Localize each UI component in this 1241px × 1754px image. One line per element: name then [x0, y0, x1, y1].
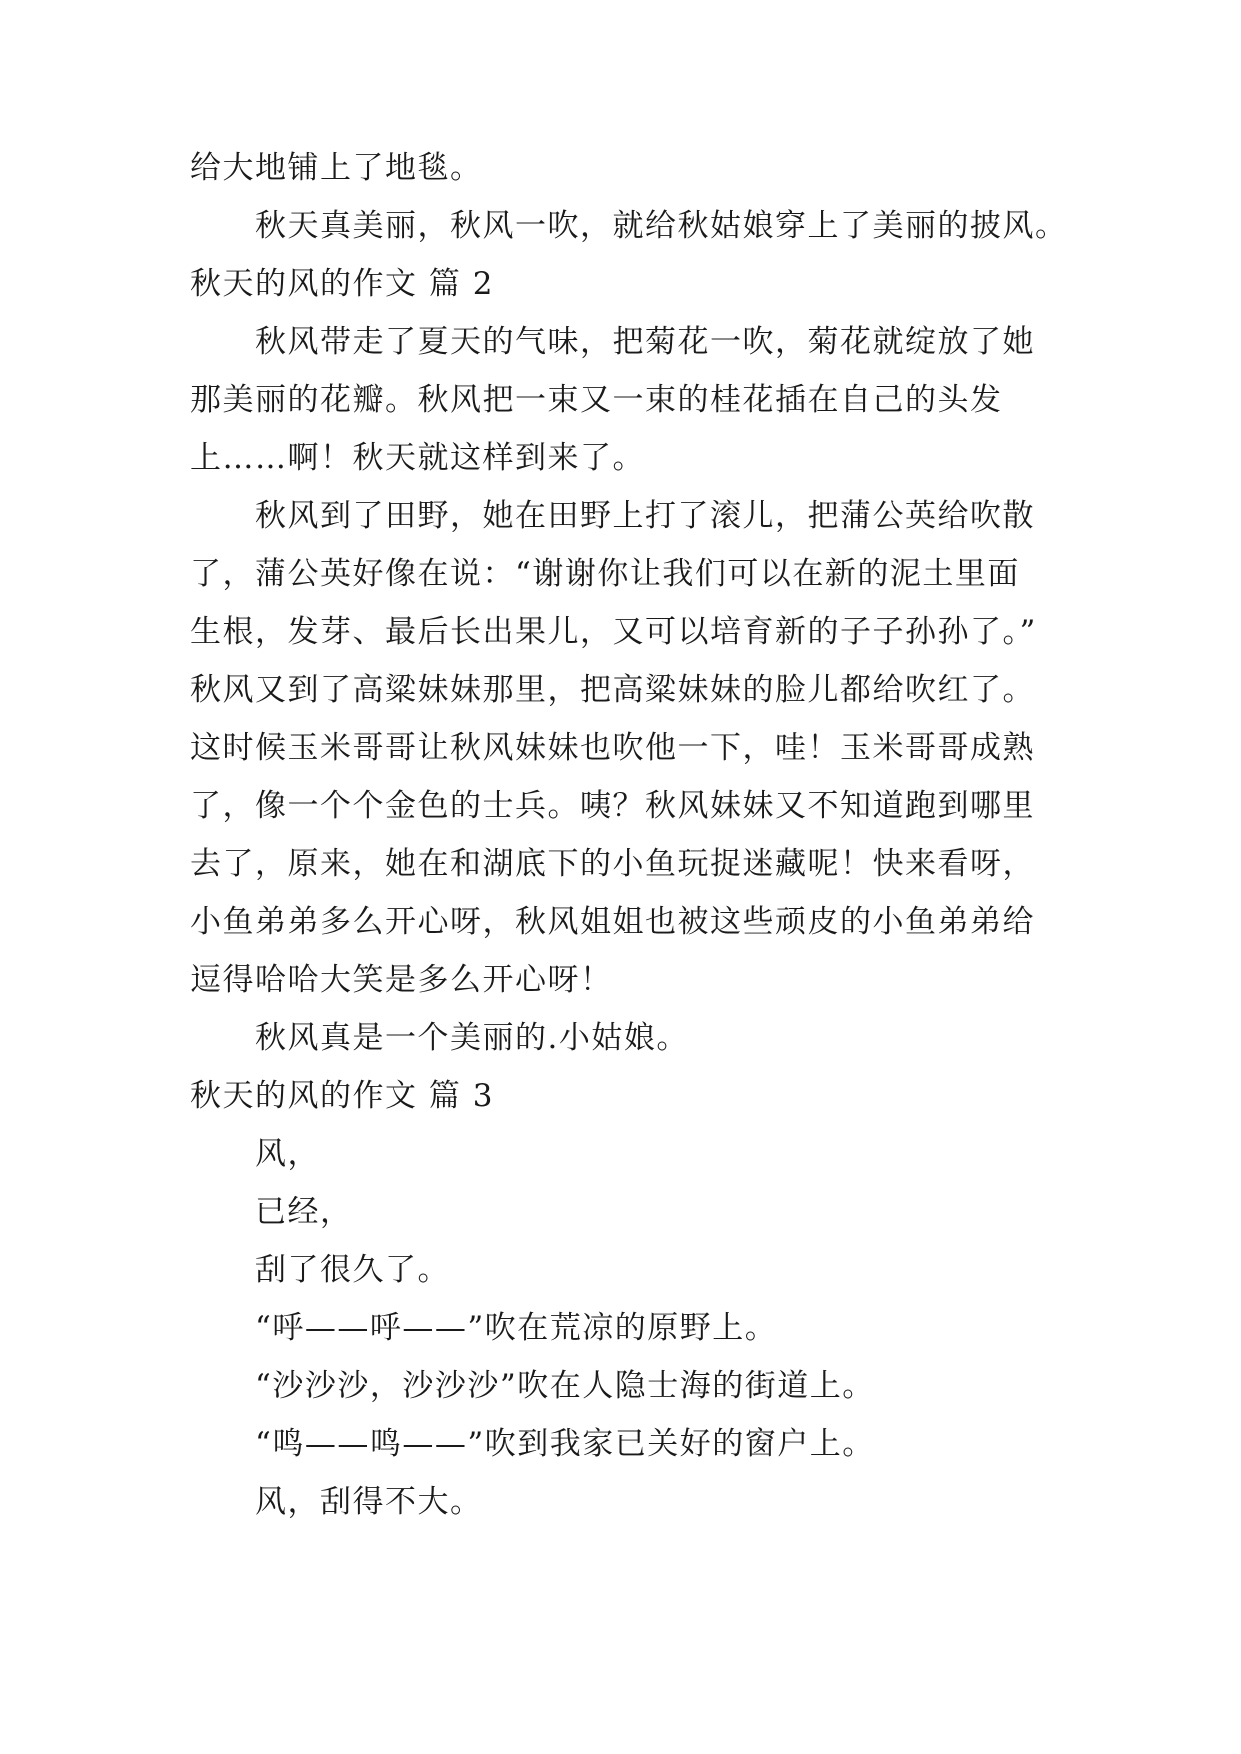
poem-line: “鸣——鸣——”吹到我家已关好的窗户上。 [255, 1426, 875, 1462]
section-heading: 秋天的风的作文 篇 3 [190, 1078, 494, 1114]
text-line: 给大地铺上了地毯。 [190, 150, 483, 186]
text-line: 逗得哈哈大笑是多么开心呀！ [190, 962, 613, 998]
poem-line: “呼——呼——”吹在荒凉的原野上。 [255, 1310, 778, 1346]
paragraph-first-line: 秋风真是一个美丽的.小姑娘。 [255, 1020, 689, 1056]
text-line: 了，蒲公英好像在说：“谢谢你让我们可以在新的泥土里面 [190, 556, 1020, 592]
paragraph-first-line: 秋风带走了夏天的气味，把菊花一吹，菊花就绽放了她 [255, 324, 1035, 360]
text-line: 那美丽的花瓣。秋风把一束又一束的桂花插在自己的头发 [190, 382, 1003, 418]
poem-line: 已经， [255, 1194, 353, 1230]
text-line: 生根，发芽、最后长出果儿，又可以培育新的子子孙孙了。” [190, 614, 1037, 650]
poem-line: “沙沙沙，沙沙沙”吹在人隐士海的街道上。 [255, 1368, 875, 1404]
poem-line: 刮了很久了。 [255, 1252, 450, 1288]
text-line: 上……啊！秋天就这样到来了。 [190, 440, 645, 476]
poem-line: 风， [255, 1136, 320, 1172]
text-line: 这时候玉米哥哥让秋风妹妹也吹他一下，哇！玉米哥哥成熟 [190, 730, 1035, 766]
paragraph-first-line: 秋天真美丽，秋风一吹，就给秋姑娘穿上了美丽的披风。 [255, 208, 1068, 244]
section-heading: 秋天的风的作文 篇 2 [190, 266, 494, 302]
text-line: 小鱼弟弟多么开心呀，秋风姐姐也被这些顽皮的小鱼弟弟给 [190, 904, 1035, 940]
text-line: 了，像一个个金色的士兵。咦？秋风妹妹又不知道跑到哪里 [190, 788, 1035, 824]
text-line: 秋风又到了高粱妹妹那里，把高粱妹妹的脸儿都给吹红了。 [190, 672, 1035, 708]
poem-line: 风，刮得不大。 [255, 1484, 483, 1520]
paragraph-first-line: 秋风到了田野，她在田野上打了滚儿，把蒲公英给吹散 [255, 498, 1035, 534]
text-line: 去了，原来，她在和湖底下的小鱼玩捉迷藏呢！快来看呀， [190, 846, 1035, 882]
